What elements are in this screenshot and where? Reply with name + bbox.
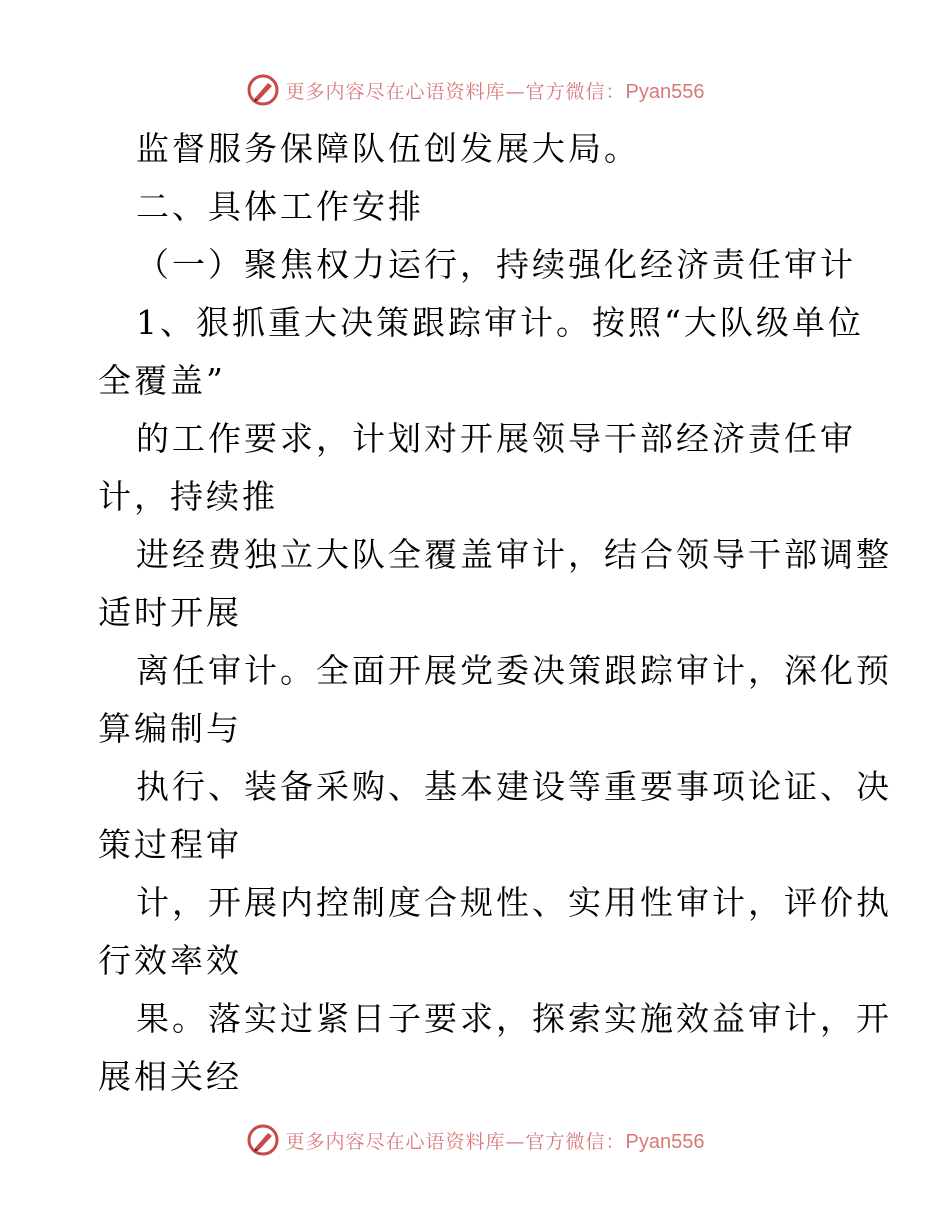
- text-line: 适时开展: [98, 593, 242, 632]
- watermark-text: 更多内容尽在心语资料库—官方微信：Pyan556: [285, 1130, 705, 1153]
- text-line: 1、狠抓重大决策跟踪审计。按照“大队级单位: [136, 303, 864, 342]
- text-line: 的工作要求，计划对开展领导干部经济责任审: [136, 419, 856, 458]
- text-line: 离任审计。全面开展党委决策跟踪审计，深化预: [136, 651, 892, 690]
- text-line: 监督服务保障队伍创发展大局。: [136, 129, 640, 168]
- text-line: 展相关经: [98, 1057, 242, 1096]
- document-body: [98, 120, 892, 1106]
- pen-logo-icon: [246, 1123, 280, 1157]
- text-line: 策过程审: [98, 825, 242, 864]
- watermark-text: 更多内容尽在心语资料库—官方微信：Pyan556: [285, 80, 705, 103]
- text-line: 计，开展内控制度合规性、实用性审计，评价执: [136, 883, 892, 922]
- footer-watermark: [0, 1120, 950, 1160]
- text-line: 全覆盖”: [98, 361, 226, 400]
- text-line: 计，持续推: [98, 477, 278, 516]
- text-line: 进经费独立大队全覆盖审计，结合领导干部调整: [136, 535, 892, 574]
- header-watermark: [0, 70, 950, 110]
- text-line: 果。落实过紧日子要求，探索实施效益审计，开: [136, 999, 892, 1038]
- subsection-heading: （一）聚焦权力运行，持续强化经济责任审计: [136, 245, 856, 284]
- text-line: 执行、装备采购、基本建设等重要事项论证、决: [136, 767, 892, 806]
- pen-logo-icon: [246, 73, 280, 107]
- text-line: 行效率效: [98, 941, 242, 980]
- section-heading: 二、具体工作安排: [136, 187, 424, 226]
- text-line: 算编制与: [98, 709, 242, 748]
